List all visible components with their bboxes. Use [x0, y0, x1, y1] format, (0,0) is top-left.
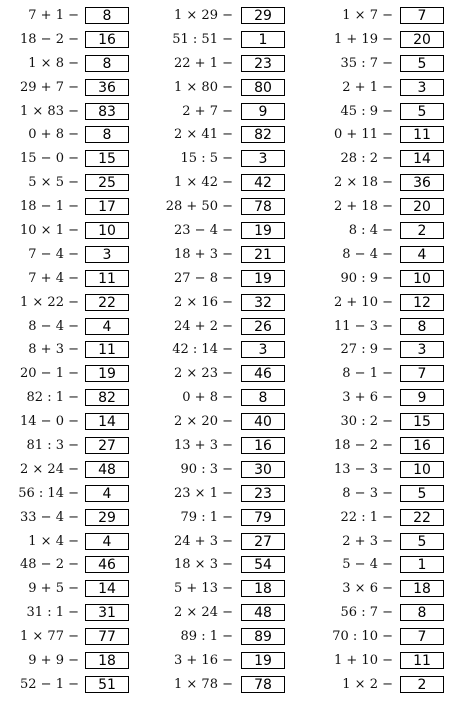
exercise-row: [0, 651, 446, 675]
answer-box[interactable]: 8: [400, 318, 444, 335]
answer-box[interactable]: 27: [241, 533, 285, 550]
exercise-expression: 7 + 4 −: [28, 270, 79, 286]
answer-box[interactable]: 27: [85, 437, 129, 454]
exercise-expression: 5 × 5 −: [28, 175, 79, 191]
answer-box[interactable]: 29: [241, 7, 285, 24]
answer-box[interactable]: 17: [85, 198, 129, 215]
exercise-expression: 10 × 1 −: [20, 223, 79, 239]
answer-box[interactable]: 10: [400, 270, 444, 287]
answer-box[interactable]: 14: [400, 150, 444, 167]
exercise-expression: 28 : 2 −: [340, 151, 393, 167]
answer-box[interactable]: 10: [400, 461, 444, 478]
answer-box[interactable]: 46: [85, 556, 129, 573]
exercise-expression: 31 : 1 −: [26, 605, 79, 621]
answer-box[interactable]: 9: [400, 389, 444, 406]
exercise-expression: 1 × 22 −: [20, 294, 79, 310]
exercise-expression: 79 : 1 −: [180, 509, 233, 525]
exercise-row: [0, 603, 446, 627]
answer-box[interactable]: 15: [85, 150, 129, 167]
answer-box[interactable]: 16: [241, 437, 285, 454]
exercise-expression: 20 − 1 −: [20, 366, 79, 382]
exercise-expression: 1 × 77 −: [20, 629, 79, 645]
exercise-expression: 8 : 4 −: [348, 223, 393, 239]
answer-box[interactable]: 1: [400, 556, 444, 573]
exercise-expression: 3 + 16 −: [174, 653, 233, 669]
answer-box[interactable]: 48: [85, 461, 129, 478]
exercise-row: [0, 30, 446, 54]
exercise-expression: 9 + 5 −: [28, 581, 79, 597]
exercise-expression: 9 + 9 −: [28, 653, 79, 669]
exercise-row: [0, 78, 446, 102]
exercise-expression: 8 − 3 −: [342, 485, 393, 501]
answer-box[interactable]: 20: [400, 198, 444, 215]
exercise-expression: 56 : 7 −: [340, 605, 393, 621]
answer-box[interactable]: 22: [85, 294, 129, 311]
answer-box[interactable]: 54: [241, 556, 285, 573]
exercise-row: [0, 532, 446, 556]
answer-box[interactable]: 7: [400, 365, 444, 382]
answer-box[interactable]: 8: [85, 55, 129, 72]
exercise-row: [0, 197, 446, 221]
answer-box[interactable]: 10: [85, 222, 129, 239]
answer-box[interactable]: 1: [241, 31, 285, 48]
answer-box[interactable]: 3: [241, 341, 285, 358]
answer-box[interactable]: 40: [241, 413, 285, 430]
exercise-expression: 2 × 18 −: [334, 175, 393, 191]
exercise-expression: 18 + 3 −: [174, 246, 233, 262]
answer-box[interactable]: 42: [241, 174, 285, 191]
exercise-expression: 2 × 24 −: [174, 605, 233, 621]
exercise-expression: 8 − 1 −: [342, 366, 393, 382]
exercise-row: [0, 508, 446, 532]
answer-box[interactable]: 15: [400, 413, 444, 430]
exercise-column-3: [0, 6, 446, 699]
answer-box[interactable]: 7: [400, 7, 444, 24]
exercise-row: [0, 173, 446, 197]
answer-box[interactable]: 31: [85, 604, 129, 621]
exercise-row: [0, 340, 446, 364]
answer-box[interactable]: 2: [400, 676, 444, 693]
answer-box[interactable]: 8: [400, 604, 444, 621]
answer-box[interactable]: 5: [400, 103, 444, 120]
exercise-expression: 15 − 0 −: [20, 151, 79, 167]
exercise-row: [0, 460, 446, 484]
exercise-expression: 7 + 1 −: [28, 8, 79, 23]
answer-box[interactable]: 48: [241, 604, 285, 621]
answer-box[interactable]: 11: [400, 126, 444, 143]
exercise-expression: 35 : 7 −: [340, 55, 393, 71]
answer-box[interactable]: 3: [85, 246, 129, 263]
exercise-expression: 2 + 1 −: [342, 79, 393, 95]
exercise-expression: 5 + 13 −: [174, 581, 233, 597]
exercise-row: [0, 221, 446, 245]
exercise-expression: 7 − 4 −: [28, 246, 79, 262]
answer-box[interactable]: 82: [241, 126, 285, 143]
exercise-expression: 28 + 50 −: [165, 199, 233, 215]
exercise-expression: 1 × 8 −: [28, 55, 79, 71]
exercise-expression: 29 + 7 −: [20, 79, 79, 95]
exercise-row: [0, 579, 446, 603]
exercise-row: [0, 555, 446, 579]
answer-box[interactable]: 4: [85, 533, 129, 550]
exercise-expression: 5 − 4 −: [342, 557, 393, 573]
exercise-expression: 15 : 5 −: [180, 151, 233, 167]
exercise-expression: 2 + 3 −: [342, 533, 393, 549]
answer-box[interactable]: 23: [241, 485, 285, 502]
answer-box[interactable]: 21: [241, 246, 285, 263]
answer-box[interactable]: 5: [400, 55, 444, 72]
answer-box[interactable]: 78: [241, 676, 285, 693]
answer-box[interactable]: 5: [400, 533, 444, 550]
exercise-expression: 23 × 1 −: [174, 485, 233, 501]
answer-box[interactable]: 16: [400, 437, 444, 454]
answer-box[interactable]: 51: [85, 676, 129, 693]
answer-box[interactable]: 2: [400, 222, 444, 239]
exercise-expression: 3 × 6 −: [342, 581, 393, 597]
exercise-expression: 1 × 42 −: [174, 175, 233, 191]
answer-box[interactable]: 8: [85, 126, 129, 143]
exercise-expression: 1 × 80 −: [174, 79, 233, 95]
exercise-expression: 1 × 2 −: [342, 676, 393, 692]
answer-box[interactable]: 18: [400, 580, 444, 597]
exercise-expression: 56 : 14 −: [18, 485, 79, 501]
exercise-expression: 18 − 1 −: [20, 199, 79, 215]
exercise-expression: 0 + 8 −: [182, 390, 233, 406]
exercise-row: [0, 436, 446, 460]
answer-box[interactable]: 3: [241, 150, 285, 167]
answer-box[interactable]: 78: [241, 198, 285, 215]
answer-box[interactable]: 14: [85, 413, 129, 430]
exercise-expression: 30 : 2 −: [340, 414, 393, 430]
answer-box[interactable]: 18: [85, 652, 129, 669]
exercise-row: [0, 675, 446, 699]
exercise-row: [0, 6, 446, 30]
answer-box[interactable]: 4: [85, 485, 129, 502]
answer-box[interactable]: 11: [400, 652, 444, 669]
exercise-expression: 3 + 6 −: [342, 390, 393, 406]
answer-box[interactable]: 3: [400, 341, 444, 358]
exercise-expression: 1 + 19 −: [334, 31, 393, 47]
answer-box[interactable]: 16: [85, 31, 129, 48]
exercise-expression: 89 : 1 −: [180, 629, 233, 645]
answer-box[interactable]: 89: [241, 628, 285, 645]
answer-box[interactable]: 80: [241, 79, 285, 96]
exercise-expression: 1 × 29 −: [174, 8, 233, 23]
exercise-expression: 42 : 14 −: [172, 342, 233, 358]
answer-box[interactable]: 18: [241, 580, 285, 597]
exercise-expression: 24 + 3 −: [174, 533, 233, 549]
exercise-expression: 48 − 2 −: [20, 557, 79, 573]
answer-box[interactable]: 77: [85, 628, 129, 645]
answer-box[interactable]: 7: [400, 628, 444, 645]
answer-box[interactable]: 8: [241, 389, 285, 406]
exercise-expression: 13 + 3 −: [174, 438, 233, 454]
exercise-expression: 1 × 7 −: [342, 8, 393, 23]
exercise-expression: 70 : 10 −: [332, 629, 393, 645]
exercise-expression: 18 − 2 −: [20, 31, 79, 47]
exercise-expression: 22 : 1 −: [340, 509, 393, 525]
exercise-expression: 22 + 1 −: [174, 55, 233, 71]
exercise-expression: 27 − 8 −: [174, 270, 233, 286]
exercise-expression: 8 − 4 −: [28, 318, 79, 334]
exercise-expression: 13 − 3 −: [334, 461, 393, 477]
exercise-expression: 90 : 9 −: [340, 270, 393, 286]
exercise-row: [0, 269, 446, 293]
exercise-expression: 2 + 7 −: [182, 103, 233, 119]
answer-box[interactable]: 20: [400, 31, 444, 48]
answer-box[interactable]: 36: [85, 79, 129, 96]
answer-box[interactable]: 25: [85, 174, 129, 191]
answer-box[interactable]: 19: [241, 222, 285, 239]
exercise-expression: 11 − 3 −: [334, 318, 393, 334]
answer-box[interactable]: 30: [241, 461, 285, 478]
answer-box[interactable]: 3: [400, 79, 444, 96]
answer-box[interactable]: 4: [85, 318, 129, 335]
answer-box[interactable]: 19: [241, 652, 285, 669]
answer-box[interactable]: 11: [85, 341, 129, 358]
exercise-row: [0, 125, 446, 149]
answer-box[interactable]: 5: [400, 485, 444, 502]
answer-box[interactable]: 83: [85, 103, 129, 120]
exercise-expression: 51 : 51 −: [172, 31, 233, 47]
exercise-expression: 2 + 18 −: [334, 199, 393, 215]
exercise-expression: 1 + 10 −: [334, 653, 393, 669]
exercise-expression: 23 − 4 −: [174, 223, 233, 239]
exercise-expression: 27 : 9 −: [340, 342, 393, 358]
exercise-expression: 18 × 3 −: [174, 557, 233, 573]
exercise-expression: 2 × 20 −: [174, 414, 233, 430]
answer-box[interactable]: 9: [241, 103, 285, 120]
exercise-row: [0, 412, 446, 436]
answer-box[interactable]: 26: [241, 318, 285, 335]
answer-box[interactable]: 36: [400, 174, 444, 191]
exercise-expression: 8 + 3 −: [28, 342, 79, 358]
exercise-row: [0, 627, 446, 651]
exercise-row: [0, 245, 446, 269]
exercise-row: [0, 293, 446, 317]
exercise-expression: 1 × 4 −: [28, 533, 79, 549]
exercise-expression: 1 × 83 −: [20, 103, 79, 119]
answer-box[interactable]: 8: [85, 7, 129, 24]
answer-box[interactable]: 19: [241, 270, 285, 287]
exercise-expression: 18 − 2 −: [334, 438, 393, 454]
answer-box[interactable]: 4: [400, 246, 444, 263]
exercise-expression: 8 − 4 −: [342, 246, 393, 262]
answer-box[interactable]: 46: [241, 365, 285, 382]
answer-box[interactable]: 79: [241, 509, 285, 526]
exercise-expression: 24 + 2 −: [174, 318, 233, 334]
exercise-row: [0, 388, 446, 412]
exercise-expression: 2 × 24 −: [20, 461, 79, 477]
exercise-expression: 90 : 3 −: [180, 461, 233, 477]
exercise-expression: 14 − 0 −: [20, 414, 79, 430]
exercise-expression: 82 : 1 −: [26, 390, 79, 406]
answer-box[interactable]: 32: [241, 294, 285, 311]
exercise-row: [0, 364, 446, 388]
exercise-expression: 52 − 1 −: [20, 676, 79, 692]
answer-box[interactable]: 29: [85, 509, 129, 526]
answer-box[interactable]: 23: [241, 55, 285, 72]
answer-box[interactable]: 22: [400, 509, 444, 526]
exercise-row: [0, 149, 446, 173]
exercise-expression: 81 : 3 −: [26, 438, 79, 454]
exercise-row: [0, 54, 446, 78]
exercise-expression: 2 + 10 −: [334, 294, 393, 310]
exercise-expression: 2 × 16 −: [174, 294, 233, 310]
answer-box[interactable]: 14: [85, 580, 129, 597]
exercise-expression: 45 : 9 −: [340, 103, 393, 119]
answer-box[interactable]: 19: [85, 365, 129, 382]
exercise-expression: 0 + 11 −: [334, 127, 393, 143]
exercise-row: [0, 102, 446, 126]
answer-box[interactable]: 12: [400, 294, 444, 311]
answer-box[interactable]: 11: [85, 270, 129, 287]
answer-box[interactable]: 82: [85, 389, 129, 406]
exercise-expression: 33 − 4 −: [20, 509, 79, 525]
exercise-row: [0, 317, 446, 341]
exercise-row: [0, 484, 446, 508]
exercise-expression: 2 × 41 −: [174, 127, 233, 143]
exercise-expression: 1 × 78 −: [174, 676, 233, 692]
exercise-expression: 2 × 23 −: [174, 366, 233, 382]
exercise-expression: 0 + 8 −: [28, 127, 79, 143]
